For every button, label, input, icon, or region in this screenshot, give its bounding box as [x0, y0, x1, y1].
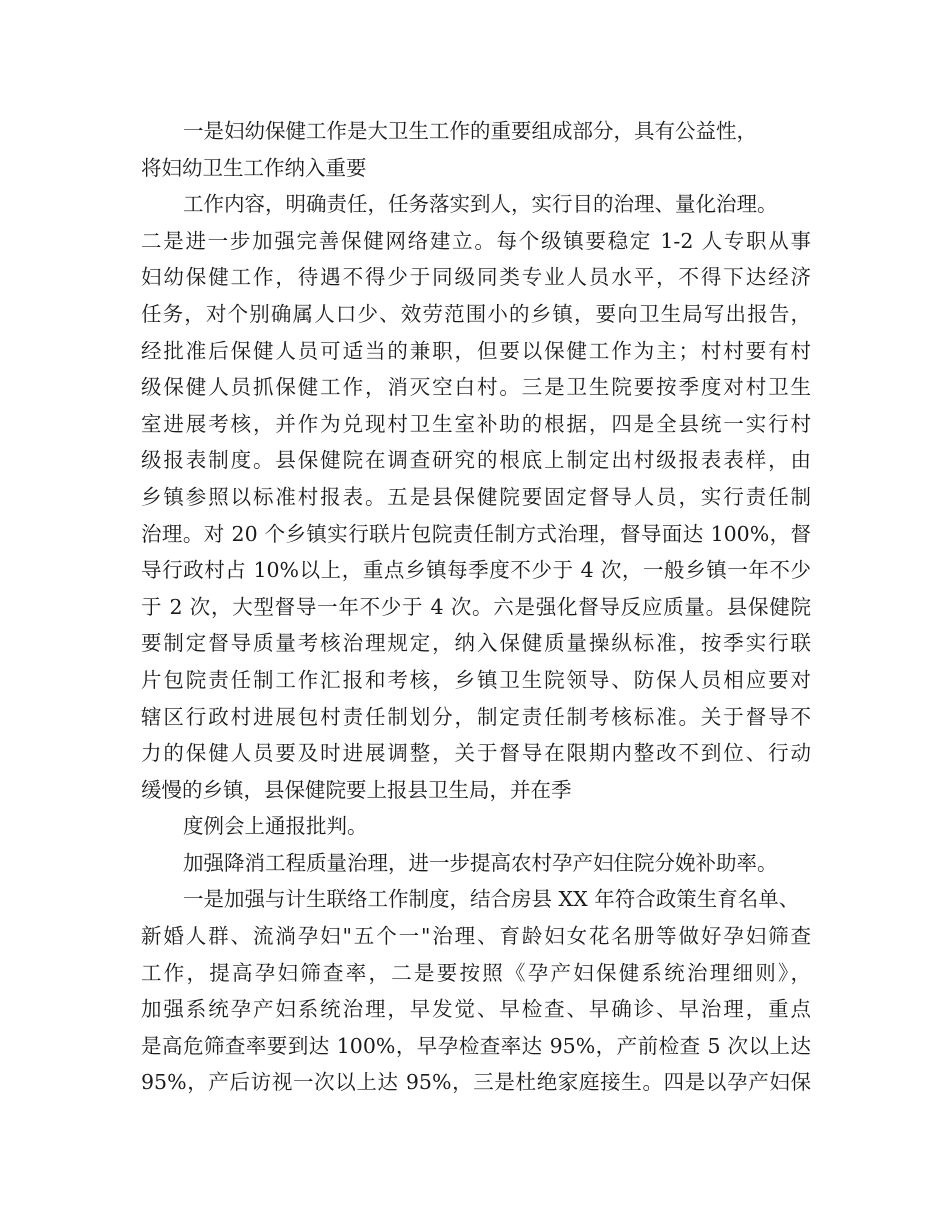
text-line: 缓慢的乡镇，县保健院要上报县卫生局，并在季 — [141, 777, 572, 802]
text-line: 级报表制度。县保健院在调查研究的根底上制定出村级报表表样，由 — [141, 448, 811, 473]
text-line: 导行政村占 10%以上，重点乡镇每季度不少于 4 次，一般乡镇一年不少 — [141, 558, 811, 583]
text-line: 度例会上通报批判。 — [183, 814, 368, 839]
text-line: 新婚人群、流淌孕妇"五个一"治理、育龄妇女花名册等做好孕妇筛查 — [141, 924, 811, 949]
text-line: 级保健人员抓保健工作，消灭空白村。三是卫生院要按季度对村卫生 — [141, 375, 811, 400]
text-line: 辖区行政村进展包村责任制划分，制定责任制考核标准。关于督导不 — [141, 704, 811, 729]
text-line: 力的保健人员要及时进展调整，关于督导在限期内整改不到位、行动 — [141, 741, 811, 766]
text-line: 经批准后保健人员可适当的兼职，但要以保健工作为主；村村要有村 — [141, 338, 811, 363]
text-line: 室进展考核，并作为兑现村卫生室补助的根据，四是全县统一实行村 — [141, 411, 811, 436]
text-line: 一是妇幼保健工作是大卫生工作的重要组成部分，具有公益性， — [183, 119, 757, 143]
text-line: 于 2 次，大型督导一年不少于 4 次。六是强化督导反应质量。县保健院 — [141, 594, 811, 619]
text-line: 95%，产后访视一次以上达 95%，三是杜绝家庭接生。四是以孕产妇保 — [141, 1070, 811, 1095]
text-line: 要制定督导质量考核治理规定，纳入保健质量操纵标准，按季实行联 — [141, 631, 811, 656]
text-line: 二是进一步加强完善保健网络建立。每个级镇要稳定 1-2 人专职从事 — [141, 228, 811, 253]
text-line: 妇幼保健工作，待遇不得少于同级同类专业人员水平，不得下达经济 — [141, 265, 811, 290]
text-line: 任务，对个别确属人口少、效劳范围小的乡镇，要向卫生局写出报告， — [141, 301, 811, 326]
text-line: 乡镇参照以标准村报表。五是县保健院要固定督导人员，实行责任制 — [141, 484, 811, 509]
text-line: 加强系统孕产妇系统治理，早发觉、早检查、早确诊、早治理，重点 — [141, 997, 811, 1022]
document-body — [141, 113, 811, 1101]
text-line: 工作，提高孕妇筛查率，二是要按照《孕产妇保健系统治理细则》， — [141, 960, 811, 985]
text-line: 加强降消工程质量治理，进一步提高农村孕产妇住院分娩补助率。 — [183, 850, 778, 875]
text-line: 片包院责任制工作汇报和考核，乡镇卫生院领导、防保人员相应要对 — [141, 667, 811, 692]
text-line: 治理。对 20 个乡镇实行联片包院责任制方式治理，督导面达 100%，督 — [141, 521, 811, 546]
text-line: 一是加强与计生联络工作制度，结合房县 XX 年符合政策生育名单、 — [183, 887, 800, 912]
text-line: 是高危筛查率要到达 100%，早孕检查率达 95%，产前检查 5 次以上达 — [141, 1033, 811, 1058]
text-line: 工作内容，明确责任，任务落实到人，实行目的治理、量化治理。 — [183, 192, 778, 217]
text-line: 将妇幼卫生工作纳入重要 — [141, 155, 367, 180]
